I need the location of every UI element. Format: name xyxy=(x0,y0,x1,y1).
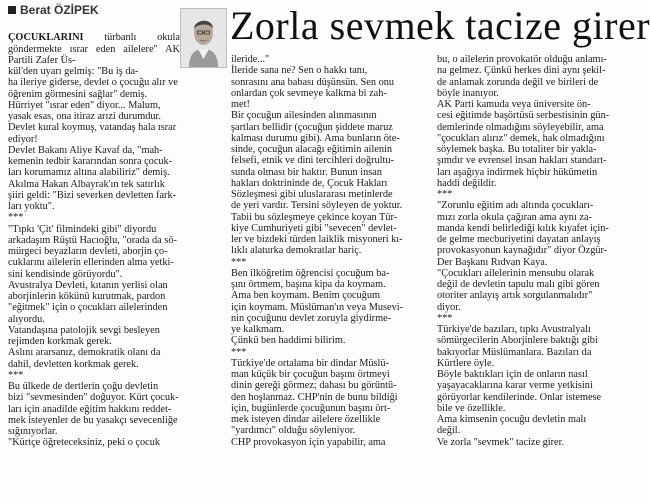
author-name: Berat ÖZİPEK xyxy=(20,3,99,17)
lead-word: ÇOCUKLARINI xyxy=(8,32,84,44)
author-photo xyxy=(180,8,227,68)
author-portrait-icon xyxy=(181,9,226,67)
column-2: ileride..." İleride sana ne? Sen o hakkı tanı, sonrasını ana babası düşünsün. Sen onu onlardan çok sevmeye kalkma bi zah- met! Bir çocuğun ailesinden alınmasının şartları bellidir (çocuğun şiddete maruz kalması durumu gibi). Ama bunların öte- sinde, çocuğun alacağı eğitimin ailenin felsefi, etnik ve dini tercihleri doğrultu- sunda olması bir haktır. Bunun insan hakları doktrininde de, Çocuk Hakları Sözleşmesi gibi uluslararası metinlerde de yeri vardır. Tersini söyleyen de yoktur. Tabii bu sözleşmeye çekince koyan Tür- kiye Cumhuriyeti gibi "sevecen" devlet- ler ve bizdeki türden laiklik misyoneri kı- lıklı alaturka demokratlar hariç. *** Ben ilköğretim öğrencisi çocuğum ba- şını örtmem, başına kipa da koymam. Ama ben koymam. Benim çocuğum için koymam. Müslüman'ın veya Musevi- nin çocuğunu devlet zoruyla giydirme- ye kalkmam. Çünkü ben haddimi bilirim. *** Türkiye'de ortalama bir dindar Müslü- man küçük bir çocuğun başını örtmeyi dinin gereği görmez; dahası bu görüntü- den hoşlanmaz. CHP'nin de bunu bildiği için, bugünlerde çocuğunun başını ört- mek isteyen dindar ailelere özellikle "yardımcı" olduğu söyleniyor. CHP provokasyon için yapabilir, ama xyxy=(231,54,404,448)
column-1: kül'den uyarı gelmiş: "Bu iş da- ha ileriye giderse, devlet o çocuğu alır ve öğrenim görmesini sağlar" demiş. Hürriyet "ısrar eden" diyor... Malum, yasak esas, ona itiraz arızi durumdur. Devlet kural koymuş, vatandaş hala ısrar ediyor! Devlet Bakanı Aliye Kavaf da, "mah- kemenin tedbir kararından sonra çocuk- ları korumamız altına alabiliriz" demiş. Akılma Hakan Albayrak'ın tek satırlık şiiri geldi: "Bizi severken devletten fark- ları yoktu". *** "Tıpkı 'Çit' filmindeki gibi" diyordu arkadaşım Rüştü Hacıoğlu, "orada da sö- mürgeci beyazların devleti, aborjin ço- cuklarını ailelerin ellerinden alma yetki- sini kendisinde görüyordu". Avustralya Devleti, kıtanın yerlisi olan aborjinlerin kökünü kurutmak, pardon "eğitmek" için o çocukları ailelerinden alıyordu. Vatandaşına patolojik sevgi besleyen rejimden korkmak gerek. Aslını ararsanız, demokratik olanı da dahil, devletten korkmak gerek. *** Bu ülkede de dertlerin çoğu devletin bizi "sevmesinden" doğuyor. Kürt çocuk- ları için anadilde eğitim hakkını reddet- mek isteyenler de bu yasakçı sevecenliğe sığınıyorlar. "Kürtçe öğreteceksiniz, peki o çocuk xyxy=(8,66,179,449)
lead-text: türbanlı okula göndermekte ısrar eden ailelere" AK Partili Zafer Üs- xyxy=(8,32,180,66)
column-3: bu, o ailelerin provokatör olduğu anlamı- na gelmez. Çünkü herkes dini aynı şekil- de anlamak zorunda değil ve birileri de böyle inanıyor. AK Parti kamuda veya üniversite ön- cesi eğitimde başörtüsü serbestisinin gün- demlerinde olmadığını söyleyebilir, ama "çocukları alırız" demek, hak olmadığını söylemek başka. Bu totaliter bir yakla- şımdır ve evrensel insan hakları standart- ları aşağıya indirmek hiçbir hükümetin haddi değildir. *** "Zorunlu eğitim adı altında çocukları- mızı zorla okula çağıran ama aynı za- manda kendi belirlediği kılık kıyafet için- de gelme mecburiyetini dayatan anlayış provokasyonun kaynağıdır" diyor Özgür- Der Başkanı Rıdvan Kaya. "Çocukları ailelerinin mensubu olarak değil de devletin tapulu malı gibi gören otoriter anlayış artık sorgulanmalıdır" diyor. *** Türkiye'de bazıları, tıpkı Avustralyalı sömürgecilerin Aborjinlere baktığı gibi bakıyorlar Müslümanlara. Bazıları da Kürtlere öyle. Böyle baktıkları için de onların nasıl yaşayacaklarına karar verme yetkisini görüyorlar kendilerinde. Onlar istemese bile ve özellikle. Ama kimsenin çocuğu devletin malı değil. Ve zorla "sevmek" tacize girer. xyxy=(437,54,610,448)
byline xyxy=(8,3,99,17)
bullet-square-icon xyxy=(8,6,16,14)
headline: Zorla sevmek tacize girer xyxy=(230,3,650,48)
